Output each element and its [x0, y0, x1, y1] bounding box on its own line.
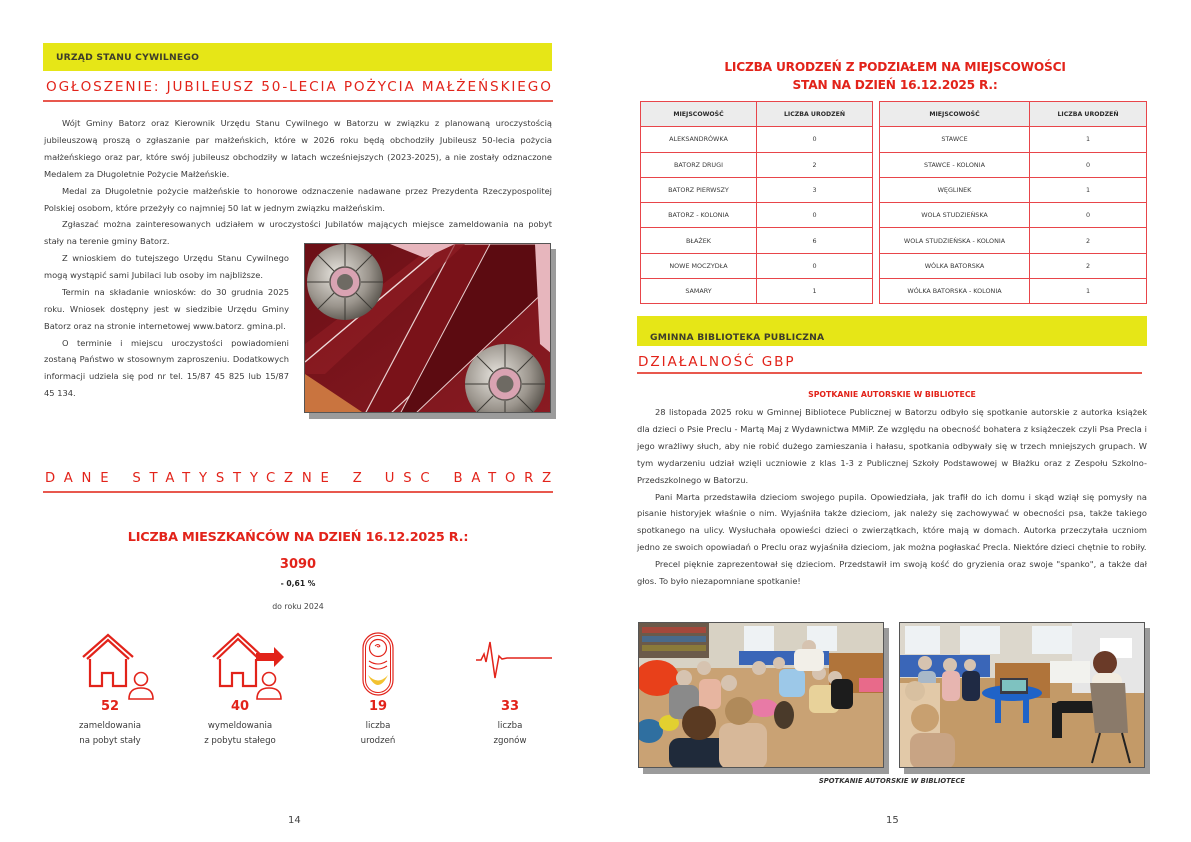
table-row: [641, 177, 873, 202]
stat-label-line: liczba: [497, 721, 523, 731]
heartbeat-icon: [476, 640, 554, 680]
cell-count: 3: [757, 177, 873, 202]
library-photo-reading-illustration: [900, 623, 1145, 768]
library-photo-dog-illustration: [639, 623, 884, 768]
births-title: [640, 58, 1150, 94]
table-row: [880, 279, 1147, 304]
section-band-library: [637, 316, 1147, 346]
stat-value-births: 19: [368, 699, 388, 714]
library-photo-reading: [899, 622, 1145, 768]
table-row: [641, 253, 873, 278]
article-paragraph: Precel pięknie zaprezentował się dzieciom. Przedstawił im swoją kość do gryzienia oraz swoje "spanko", a także dał głos. To było niezapomniane spotkanie!: [637, 559, 1147, 587]
column-header-count: LICZBA URODZEŃ: [1030, 102, 1147, 127]
stat-label-line: zgonów: [493, 735, 527, 746]
cell-count: 1: [757, 279, 873, 304]
table-row: [641, 279, 873, 304]
intro-paragraph: Medal za Długoletnie pożycie małżeńskie to honorowe odznaczenie nadawane przez Prezydenta Rzeczypospolitej Polskiej osobom, które przeżyły co najmniej 50 lat w jednym związku małżeńskim.: [44, 185, 552, 213]
table-row: [880, 127, 1147, 152]
stats-heading-word: Z: [352, 471, 370, 486]
column-header-count: LICZBA URODZEŃ: [757, 102, 873, 127]
cell-count: 1: [1030, 177, 1147, 202]
jubilee-side-text: [44, 250, 289, 402]
cell-count: 0: [1030, 152, 1147, 177]
births-table-right: [879, 101, 1147, 304]
intro-paragraph: Wójt Gminy Batorz oraz Kierownik Urzędu Stanu Cywilnego w Batorzu w związku z planowaną uroczystością jubileuszową proszą o zgłaszanie par małżeńskich, które w 2026 roku będą obchodziły Jubileusz 50-lecia pożycia małżeńskiego oraz par, które swój jubileusz obchodziły w latach wcześniejszych (2023-2025), a nie zostały odznaczone Medalem za Długoletnie Pożycie Małżeńskie.: [44, 118, 552, 179]
residents-value: 3090: [279, 557, 317, 572]
cell-place: STAWCE: [880, 127, 1030, 152]
baby-icon: [361, 631, 395, 697]
cell-count: 2: [1030, 253, 1147, 278]
cell-count: 2: [1030, 228, 1147, 253]
article-paragraph: 28 listopada 2025 roku w Gminnej Bibliotece Publicznej w Batorzu odbyło się spotkanie autorskie z autorka książek dla dzieci o Psie Preclu - Martą Maj z Wydawnictwa MMiP. Ze względu na obecność bohatera z książeczek czyli Psa Precla i jego wrażliwy słuch, aby nie robić dużego zamieszania i hałasu, spotkania odbywały się w trzech mniejszych grupach. W tym wydarzeniu udział wzięli uczniowie z klas 1-3 z Publicznej Szkoły Podstawowej w Błażku oraz z Zespołu Szkolno-Przedszkolnego w Batorzu.: [637, 407, 1147, 485]
page-number: 14: [288, 815, 301, 826]
library-heading-rule: [637, 372, 1142, 374]
cell-place: BATORZ - KOLONIA: [641, 203, 757, 228]
stat-value-deregistrations: 40: [230, 699, 250, 714]
table-header-row: [880, 102, 1147, 127]
side-paragraph: O terminie i miejscu uroczystości powiadomieni zostaną Państwo w stosownym zaproszeniu. Dodatkowych informacji udziela się pod nr tel. 15/87 45 825 lub 15/87 45 134.: [44, 337, 289, 399]
cell-count: 0: [757, 253, 873, 278]
cell-place: BATORZ DRUGI: [641, 152, 757, 177]
table-header-row: [641, 102, 873, 127]
stat-label-line: zameldowania: [79, 721, 141, 731]
table-row: [641, 228, 873, 253]
page-15: [596, 0, 1191, 842]
cell-place: BŁAŻEK: [641, 228, 757, 253]
table-row: [880, 152, 1147, 177]
cell-count: 1: [1030, 279, 1147, 304]
stat-value-registrations: 52: [100, 699, 120, 714]
article-paragraph: Pani Marta przedstawiła dzieciom swojego pupila. Opowiedziała, jak trafił do ich domu i skąd wziął się pomysły na pisanie historyjek właśnie o nim. Wyjaśniła także dzieciom, jak należy się zachowywać w obecności psa, także takiego spotkanego na ulicy. Wysłuchała opowieści dzieci o zwierzątkach, które mają w domach. Autorka przeczytała uczniom jedno ze swoich opowiadań o Preclu oraz wyjaśniła dzieciom, jak można pogłaskać Precla. Niektóre dzieci chętnie to robiły.: [637, 491, 1147, 553]
cell-place: WOLA STUDZIEŃSKA: [880, 203, 1030, 228]
cell-count: 0: [1030, 203, 1147, 228]
side-paragraph: Z wnioskiem do tutejszego Urzędu Stanu Cywilnego mogą wystąpić sami Jubilaci lub osoby im najbliższe.: [44, 253, 289, 280]
cell-place: WÓLKA BATORSKA - KOLONIA: [880, 279, 1030, 304]
table-row: [641, 152, 873, 177]
stats-heading-rule: [43, 491, 553, 493]
births-title-line: LICZBA URODZEŃ Z PODZIAŁEM NA MIEJSCOWOŚCI: [724, 60, 1066, 74]
table-row: [880, 177, 1147, 202]
stats-heading-word: STATYSTYCZNE: [132, 471, 338, 486]
cell-place: WĘGLINEK: [880, 177, 1030, 202]
section-band-label: URZĄD STANU CYWILNEGO: [56, 52, 200, 63]
medals-illustration: [305, 244, 551, 413]
section-band-label: GMINNA BIBLIOTEKA PUBLICZNA: [650, 332, 825, 343]
heading-rule: [43, 100, 553, 102]
residents-change-note: do roku 2024: [272, 602, 324, 611]
stat-label-line: z pobytu stałego: [204, 735, 276, 746]
page-number: 15: [886, 815, 899, 826]
intro-paragraph: Zgłaszać można zainteresowanych udziałem w uroczystości Jubilatów mających miejsce zameldowania na pobyt stały na terenie gminy Batorz.: [44, 219, 552, 247]
table-row: [641, 127, 873, 152]
cell-place: WOLA STUDZIEŃSKA - KOLONIA: [880, 228, 1030, 253]
stat-label-births: [313, 719, 443, 748]
stat-label-deaths: [445, 719, 575, 748]
jubilee-intro: [44, 115, 552, 250]
cell-place: ALEKSANDRÓWKA: [641, 127, 757, 152]
cell-count: 1: [1030, 127, 1147, 152]
table-row: [880, 228, 1147, 253]
photo-caption: SPOTKANIE AUTORSKIE W BIBLIOTECE: [818, 777, 966, 785]
column-header-place: MIEJSCOWOŚĆ: [880, 102, 1030, 127]
side-paragraph: Termin na składanie wniosków: do 30 grudnia 2025 roku. Wniosek dostępny jest w siedzibie Urzędu Gminy Batorz oraz na stronie internetowej www.batorz. gmina.pl.: [44, 286, 289, 331]
article-title: SPOTKANIE AUTORSKIE W BIBLIOTECE: [808, 390, 976, 399]
cell-count: 0: [757, 203, 873, 228]
stats-heading: [45, 471, 560, 486]
cell-place: NOWE MOCZYDŁA: [641, 253, 757, 278]
table-row: [880, 203, 1147, 228]
stat-label-line: urodzeń: [360, 735, 396, 746]
stat-label-line: wymeldowania: [207, 721, 273, 731]
jubilee-heading: OGŁOSZENIE: JUBILEUSZ 50-LECIA POŻYCIA MAŁŻEŃSKIEGO: [46, 79, 553, 95]
house-person-icon: [80, 632, 155, 700]
library-photo-dog: [638, 622, 884, 768]
page-14: [0, 0, 595, 842]
stat-label-line: liczba: [365, 721, 391, 731]
medal-top: [307, 244, 383, 320]
medals-photo: [304, 243, 551, 413]
cell-place: SAMARY: [641, 279, 757, 304]
residents-title: LICZBA MIESZKAŃCÓW NA DZIEŃ 16.12.2025 R.:: [127, 530, 469, 545]
section-band-usc: [43, 43, 552, 71]
table-row: [641, 203, 873, 228]
stat-label-deregistrations: [175, 719, 305, 748]
cell-count: 6: [757, 228, 873, 253]
house-arrow-person-icon: [210, 630, 290, 700]
table-row: [880, 253, 1147, 278]
cell-place: BATORZ PIERWSZY: [641, 177, 757, 202]
stats-heading-word: BATORZ: [453, 471, 560, 486]
stat-label-line: na pobyt stały: [79, 735, 141, 746]
column-header-place: MIEJSCOWOŚĆ: [641, 102, 757, 127]
cell-place: WÓLKA BATORSKA: [880, 253, 1030, 278]
library-heading: DZIAŁALNOŚĆ GBP: [638, 354, 796, 370]
cell-place: STAWCE - KOLONIA: [880, 152, 1030, 177]
article-text: [637, 404, 1147, 590]
stat-value-deaths: 33: [500, 699, 520, 714]
births-title-line: STAN NA DZIEŃ 16.12.2025 R.:: [792, 78, 998, 92]
stats-heading-word: USC: [384, 471, 439, 486]
births-table-left: [640, 101, 873, 304]
residents-change: - 0,61 %: [280, 579, 316, 588]
cell-count: 0: [757, 127, 873, 152]
stat-label-registrations: [45, 719, 175, 748]
stats-heading-word: DANE: [45, 471, 118, 486]
cell-count: 2: [757, 152, 873, 177]
